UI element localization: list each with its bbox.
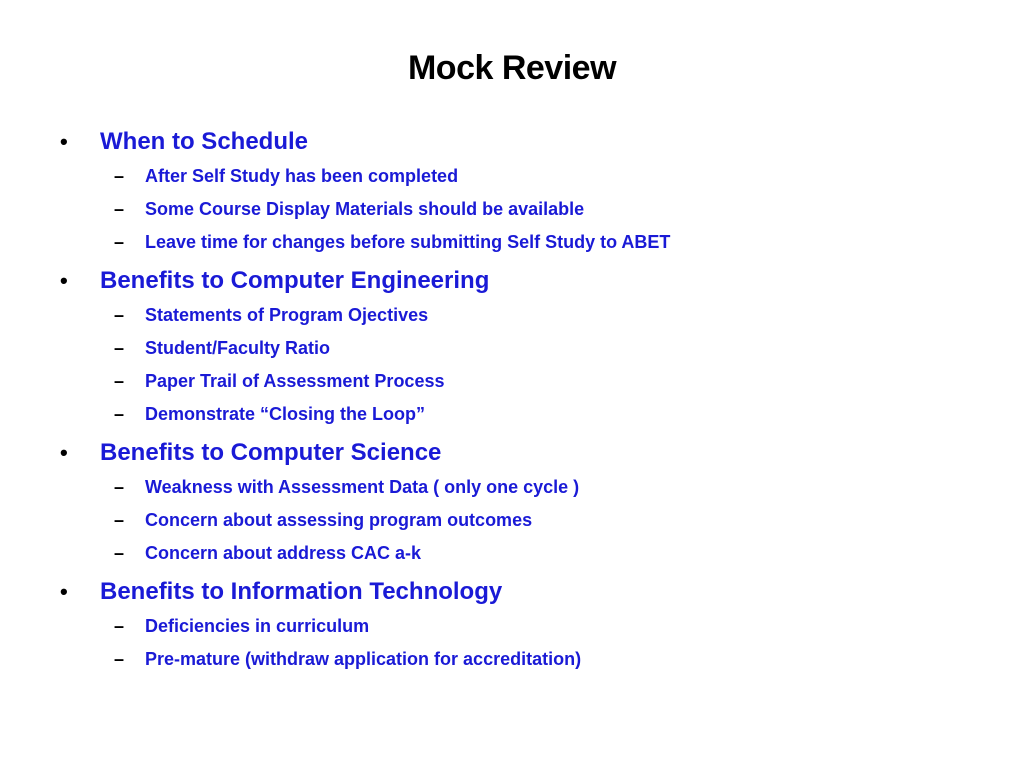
- bullet-item: [56, 435, 996, 471]
- bullet-icon: •: [60, 440, 68, 465]
- bullet-icon: •: [60, 268, 68, 293]
- sub-item-text: Student/Faculty Ratio: [145, 338, 331, 358]
- sub-item: [56, 643, 996, 676]
- sub-item-text: Paper Trail of Assessment Process: [145, 371, 445, 391]
- slide-title: Mock Review: [407, 49, 617, 87]
- section-heading: When to Schedule: [100, 128, 309, 155]
- bullet-icon: •: [60, 129, 68, 154]
- dash-icon: –: [114, 649, 125, 669]
- sub-item-text: Weakness with Assessment Data ( only one cycle ): [145, 477, 580, 497]
- dash-icon: –: [114, 232, 125, 252]
- sub-item: [56, 160, 996, 193]
- dash-icon: –: [114, 371, 125, 391]
- sub-item-text: Demonstrate “Closing the Loop”: [145, 404, 426, 424]
- sub-item-text: After Self Study has been completed: [145, 166, 459, 186]
- bullet-list: [56, 124, 996, 676]
- sub-item-text: Concern about assessing program outcomes: [145, 510, 533, 530]
- sub-item-text: Deficiencies in curriculum: [145, 616, 370, 636]
- dash-icon: –: [114, 338, 125, 358]
- section-benefits-computer-engineering: [56, 263, 996, 431]
- sub-item-text: Some Course Display Materials should be available: [145, 199, 585, 219]
- bullet-icon: •: [60, 579, 68, 604]
- sub-item: [56, 193, 996, 226]
- bullet-item: [56, 574, 996, 610]
- sub-item: [56, 398, 996, 431]
- bullet-item: [56, 263, 996, 299]
- section-heading: Benefits to Computer Engineering: [100, 267, 490, 294]
- dash-icon: –: [114, 510, 125, 530]
- dash-icon: –: [114, 543, 125, 563]
- dash-icon: –: [114, 166, 125, 186]
- sub-item: [56, 471, 996, 504]
- section-when-to-schedule: [56, 124, 996, 259]
- bullet-item: [56, 124, 996, 160]
- dash-icon: –: [114, 404, 125, 424]
- sub-item: [56, 332, 996, 365]
- section-heading: Benefits to Information Technology: [100, 578, 503, 605]
- dash-icon: –: [114, 477, 125, 497]
- sub-item-text: Pre-mature (withdraw application for accreditation): [145, 649, 582, 669]
- sub-item-text: Concern about address CAC a-k: [145, 543, 422, 563]
- section-heading: Benefits to Computer Science: [100, 439, 442, 466]
- sub-item: [56, 365, 996, 398]
- sub-item: [56, 610, 996, 643]
- dash-icon: –: [114, 616, 125, 636]
- sub-item: [56, 226, 996, 259]
- dash-icon: –: [114, 199, 125, 219]
- sub-item: [56, 299, 996, 332]
- sub-item-text: Leave time for changes before submitting Self Study to ABET: [145, 232, 671, 252]
- sub-item-text: Statements of Program Ojectives: [145, 305, 429, 325]
- dash-icon: –: [114, 305, 125, 325]
- section-benefits-computer-science: [56, 435, 996, 570]
- section-benefits-information-technology: [56, 574, 996, 676]
- sub-item: [56, 504, 996, 537]
- sub-item: [56, 537, 996, 570]
